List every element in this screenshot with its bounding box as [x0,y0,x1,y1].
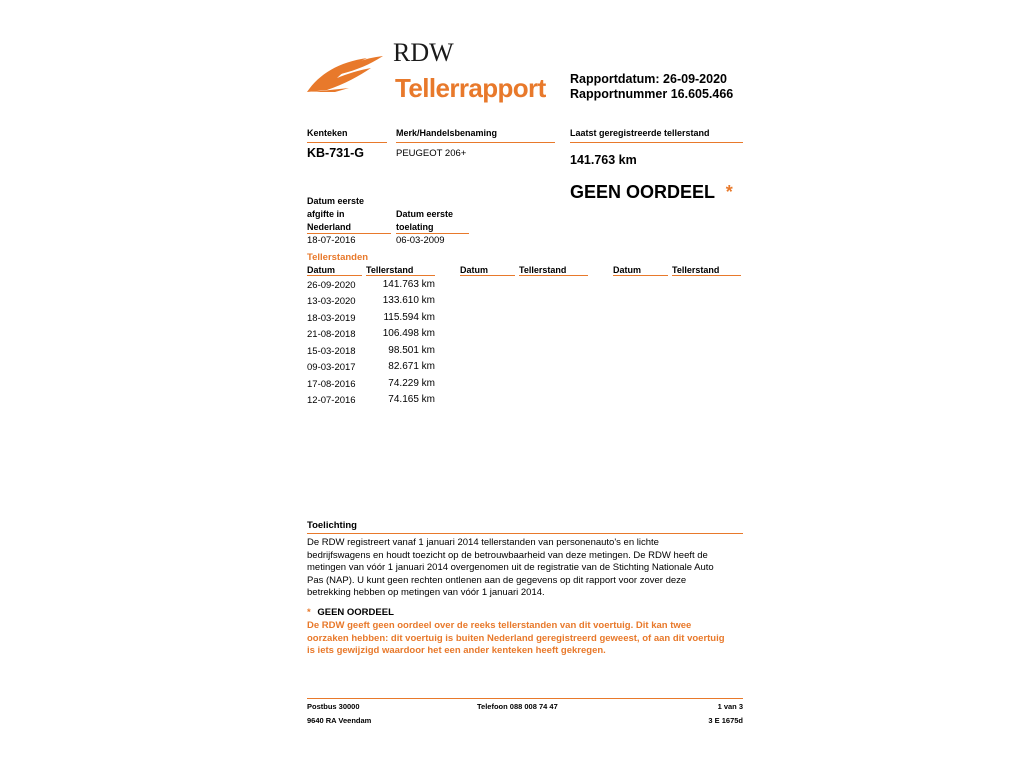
report-number: Rapportnummer 16.605.466 [570,87,734,101]
divider [519,275,588,276]
first-admission-label-line: toelating [396,222,434,232]
verdict [570,182,733,203]
make-value: PEUGEOT 206+ [396,148,467,159]
col-date-header: Datum [613,265,642,275]
footer-divider [307,698,743,699]
verdict-text: GEEN OORDEEL [570,182,715,202]
explanation-title: Toelichting [307,520,357,531]
explanation-text [307,537,752,600]
col-date-header: Datum [460,265,489,275]
last-reading-label: Laatst geregistreerde tellerstand [570,128,710,138]
footer-address-1: Postbus 30000 [307,702,360,711]
reading-date: 13-03-2020 [307,296,356,307]
divider [307,533,743,534]
divider [396,233,469,234]
reading-km: 115.594 km [383,312,435,323]
note-title: GEEN OORDEEL [317,607,394,618]
reading-km: 82.671 km [388,361,435,372]
reading-km: 133.610 km [382,295,435,306]
first-admission-label-line: Datum eerste [396,209,454,219]
reading-date: 17-08-2016 [307,379,356,390]
explanation-line: bedrijfswagens en houdt toezicht op de betrouwbaarheid van deze metingen. De RDW heeft de [307,549,708,561]
footer-phone: Telefoon 088 008 74 47 [477,702,558,711]
reading-date: 18-03-2019 [307,313,356,324]
reading-km: 74.165 km [388,394,435,405]
reading-date: 12-07-2016 [307,395,356,406]
brand-name: RDW [393,38,454,67]
first-admission-label [396,208,453,234]
reading-km: 141.763 km [382,279,435,290]
col-reading-header: Tellerstand [519,265,567,275]
first-issue-label [307,195,364,234]
verdict-mark: * [725,182,733,202]
footer-page: 1 van 3 [717,702,743,711]
note-line: is iets gewijzigd waardoor het een ander kenteken heeft gekregen. [307,645,606,657]
plate-value: KB-731-G [307,146,364,160]
reading-date: 15-03-2018 [307,346,356,357]
make-label: Merk/Handelsbenaming [396,128,498,138]
rdw-logo-icon [305,52,385,96]
divider [672,275,741,276]
note-line: De RDW geeft geen oordeel over de reeks tellerstanden van dit voertuig. Dit kan twee [307,620,692,631]
col-reading-header: Tellerstand [672,265,720,275]
first-issue-label-line: Datum eerste [307,196,365,206]
first-admission-value: 06-03-2009 [396,235,445,246]
note-heading [307,607,394,618]
reading-km: 98.501 km [388,345,435,356]
first-issue-label-line: afgifte in [307,209,345,219]
first-issue-label-line: Nederland [307,222,352,232]
reading-km: 106.498 km [382,328,435,339]
explanation-line: betrekking hebben op metingen van vóór 1 januari 2014. [307,587,545,599]
report-title: Tellerrapport [395,73,546,103]
divider [307,233,391,234]
divider [307,142,387,143]
col-date-header: Datum [307,265,336,275]
readings-title: Tellerstanden [307,252,369,263]
note-mark: * [307,607,311,618]
explanation-line: De RDW registreert vanaf 1 januari 2014 tellerstanden van personenauto's en lichte [307,537,659,548]
plate-label: Kenteken [307,128,348,138]
divider [460,275,515,276]
col-reading-header: Tellerstand [366,265,414,275]
note-text [307,620,757,658]
reading-date: 21-08-2018 [307,329,356,340]
explanation-line: metingen van vóór 1 januari 2014 overgenomen uit de registratie van de Stichting Nationale Auto [307,562,714,574]
report-date: Rapportdatum: 26-09-2020 [570,72,727,86]
reading-date: 26-09-2020 [307,280,356,291]
last-reading-value: 141.763 km [570,153,637,167]
first-issue-value: 18-07-2016 [307,235,356,246]
footer-code: 3 E 1675d [708,716,743,725]
divider [396,142,555,143]
divider [307,275,362,276]
divider [570,142,743,143]
explanation-line: Pas (NAP). U kunt geen rechten ontlenen aan de gegevens op dit rapport voor zover deze [307,574,687,586]
reading-date: 09-03-2017 [307,362,356,373]
divider [366,275,435,276]
divider [613,275,668,276]
note-line: oorzaken hebben: dit voertuig is buiten Nederland geregistreerd geweest, of aan dit voertuig [307,632,725,644]
footer-address-2: 9640 RA Veendam [307,716,372,725]
reading-km: 74.229 km [388,378,435,389]
